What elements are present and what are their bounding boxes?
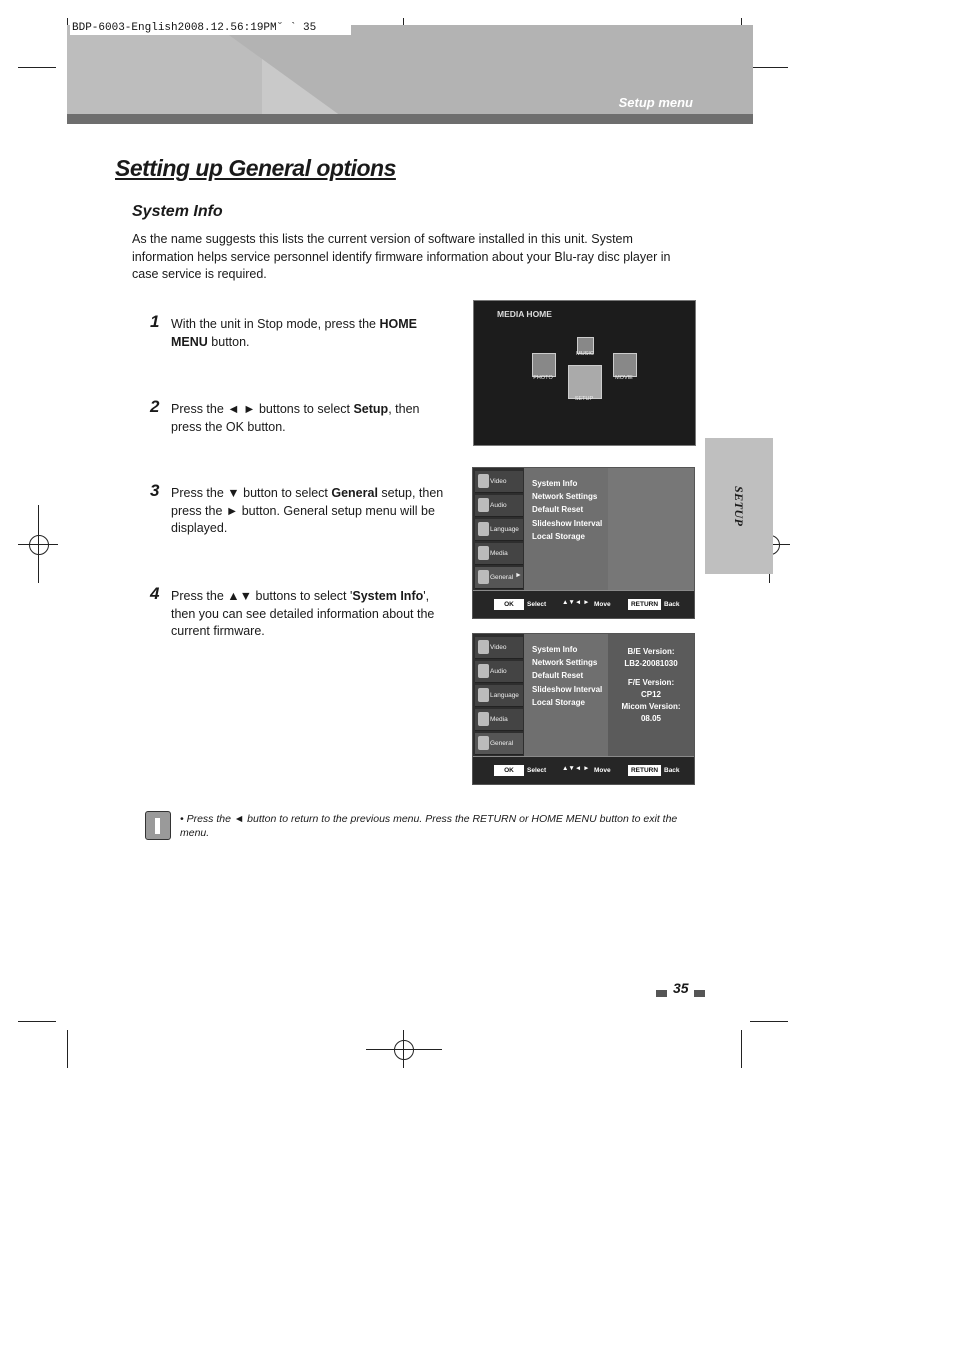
language-icon	[478, 522, 489, 536]
monitor-icon	[478, 640, 489, 654]
print-slug: BDP-6003-English2008.12.56:19PM˘ ` 35	[70, 21, 351, 35]
gear-icon	[478, 570, 489, 584]
step-text: Press the ▲▼ buttons to select 'System Info', then you can see detailed information about the current firmware.	[171, 589, 435, 638]
monitor-icon	[478, 474, 489, 488]
gear-icon	[478, 736, 489, 750]
crop-mark	[750, 67, 788, 68]
media-home-title: MEDIA HOME	[497, 309, 552, 319]
menu-item-slideshow-interval: Slideshow Interval	[532, 685, 603, 694]
photo-label: PHOTO	[533, 375, 553, 381]
fe-version-label: F/E Version:	[627, 678, 675, 687]
step-number: 2	[150, 397, 160, 416]
setup-label: SETUP	[574, 396, 594, 402]
intro-paragraph: As the name suggests this lists the current version of software installed in this unit. System information helps service personnel identify firmware information about your Blu-ray disc player in case service is required.	[132, 232, 671, 281]
tab-video: Video	[475, 637, 523, 659]
movie-label: MOVIE	[615, 375, 633, 381]
fe-version-value: CP12	[640, 690, 661, 699]
note-text: • Press the ◄ button to return to the previous menu. Press the RETURN or HOME MENU button to exit the menu.	[180, 813, 678, 839]
firmware-info-panel	[608, 634, 694, 756]
menu-item-slideshow-interval: Slideshow Interval	[532, 519, 603, 528]
registration-mark	[29, 535, 49, 555]
ok-key: OK	[494, 765, 524, 776]
step-number: 3	[150, 481, 160, 500]
section-title: System Info	[132, 203, 223, 220]
page-number: 35	[673, 980, 689, 996]
menu-item-default-reset: Default Reset	[532, 671, 584, 680]
micom-version-value: 08.05	[640, 714, 662, 723]
page-title: Setting up General options	[115, 155, 396, 181]
tab-media: Media	[475, 543, 523, 565]
tab-language: Language	[475, 685, 523, 707]
return-key: RETURN	[628, 599, 661, 610]
tab-audio: Audio	[475, 495, 523, 517]
registration-mark	[394, 1040, 414, 1060]
speaker-icon	[478, 664, 489, 678]
micom-version-label: Micom Version:	[621, 702, 681, 711]
step-number: 1	[150, 312, 160, 331]
crop-mark	[741, 1030, 742, 1068]
menu-item-network-settings: Network Settings	[532, 658, 598, 667]
crop-mark	[18, 1021, 56, 1022]
crop-mark	[18, 67, 56, 68]
crop-mark	[67, 1030, 68, 1068]
speaker-icon	[478, 498, 489, 512]
screen-footer: OK Select ▲▼◄ ► Move RETURN Back	[473, 591, 694, 618]
menu-item-network-settings: Network Settings	[532, 492, 598, 501]
menu-item-default-reset: Default Reset	[532, 505, 584, 514]
step-text: Press the ◄ ► buttons to select Setup, then press the OK button.	[171, 402, 420, 434]
language-icon	[478, 688, 489, 702]
menu-item-local-storage: Local Storage	[532, 698, 585, 707]
be-version-value: LB2-20081030	[624, 659, 678, 668]
tab-language: Language	[475, 519, 523, 541]
system-info-screenshot	[472, 633, 695, 785]
tab-general: General ►	[475, 567, 523, 589]
tab-general: General	[475, 733, 523, 755]
general-setup-screenshot	[472, 467, 695, 619]
music-label: MUSIC	[576, 351, 594, 357]
tab-audio: Audio	[475, 661, 523, 683]
media-icon	[478, 546, 489, 560]
be-version-label: B/E Version:	[627, 647, 675, 656]
header-bar	[67, 114, 753, 124]
screen-footer: OK Select ▲▼◄ ► Move RETURN Back	[473, 757, 694, 784]
step-text: With the unit in Stop mode, press the HOME MENU button.	[171, 317, 417, 349]
menu-item-local-storage: Local Storage	[532, 532, 585, 541]
section-label: Setup menu	[618, 95, 693, 110]
media-icon	[478, 712, 489, 726]
tab-media: Media	[475, 709, 523, 731]
menu-item-system-info: System Info	[532, 479, 578, 488]
photo-icon	[532, 353, 556, 377]
crop-mark	[750, 1021, 788, 1022]
chapter-tab: SETUP	[705, 438, 773, 574]
menu-item-system-info: System Info	[532, 645, 578, 654]
gear-icon	[568, 365, 602, 399]
ok-key: OK	[494, 599, 524, 610]
return-key: RETURN	[628, 765, 661, 776]
info-icon	[145, 811, 171, 840]
tab-video: Video	[475, 471, 523, 493]
movie-icon	[613, 353, 637, 377]
step-number: 4	[150, 584, 160, 603]
page-number-bar	[694, 990, 705, 997]
page-number-bar	[656, 990, 667, 997]
step-text: Press the ▼ button to select General setup, then press the ► button. General setup menu will be displayed.	[171, 486, 444, 535]
media-home-screenshot	[473, 300, 696, 446]
